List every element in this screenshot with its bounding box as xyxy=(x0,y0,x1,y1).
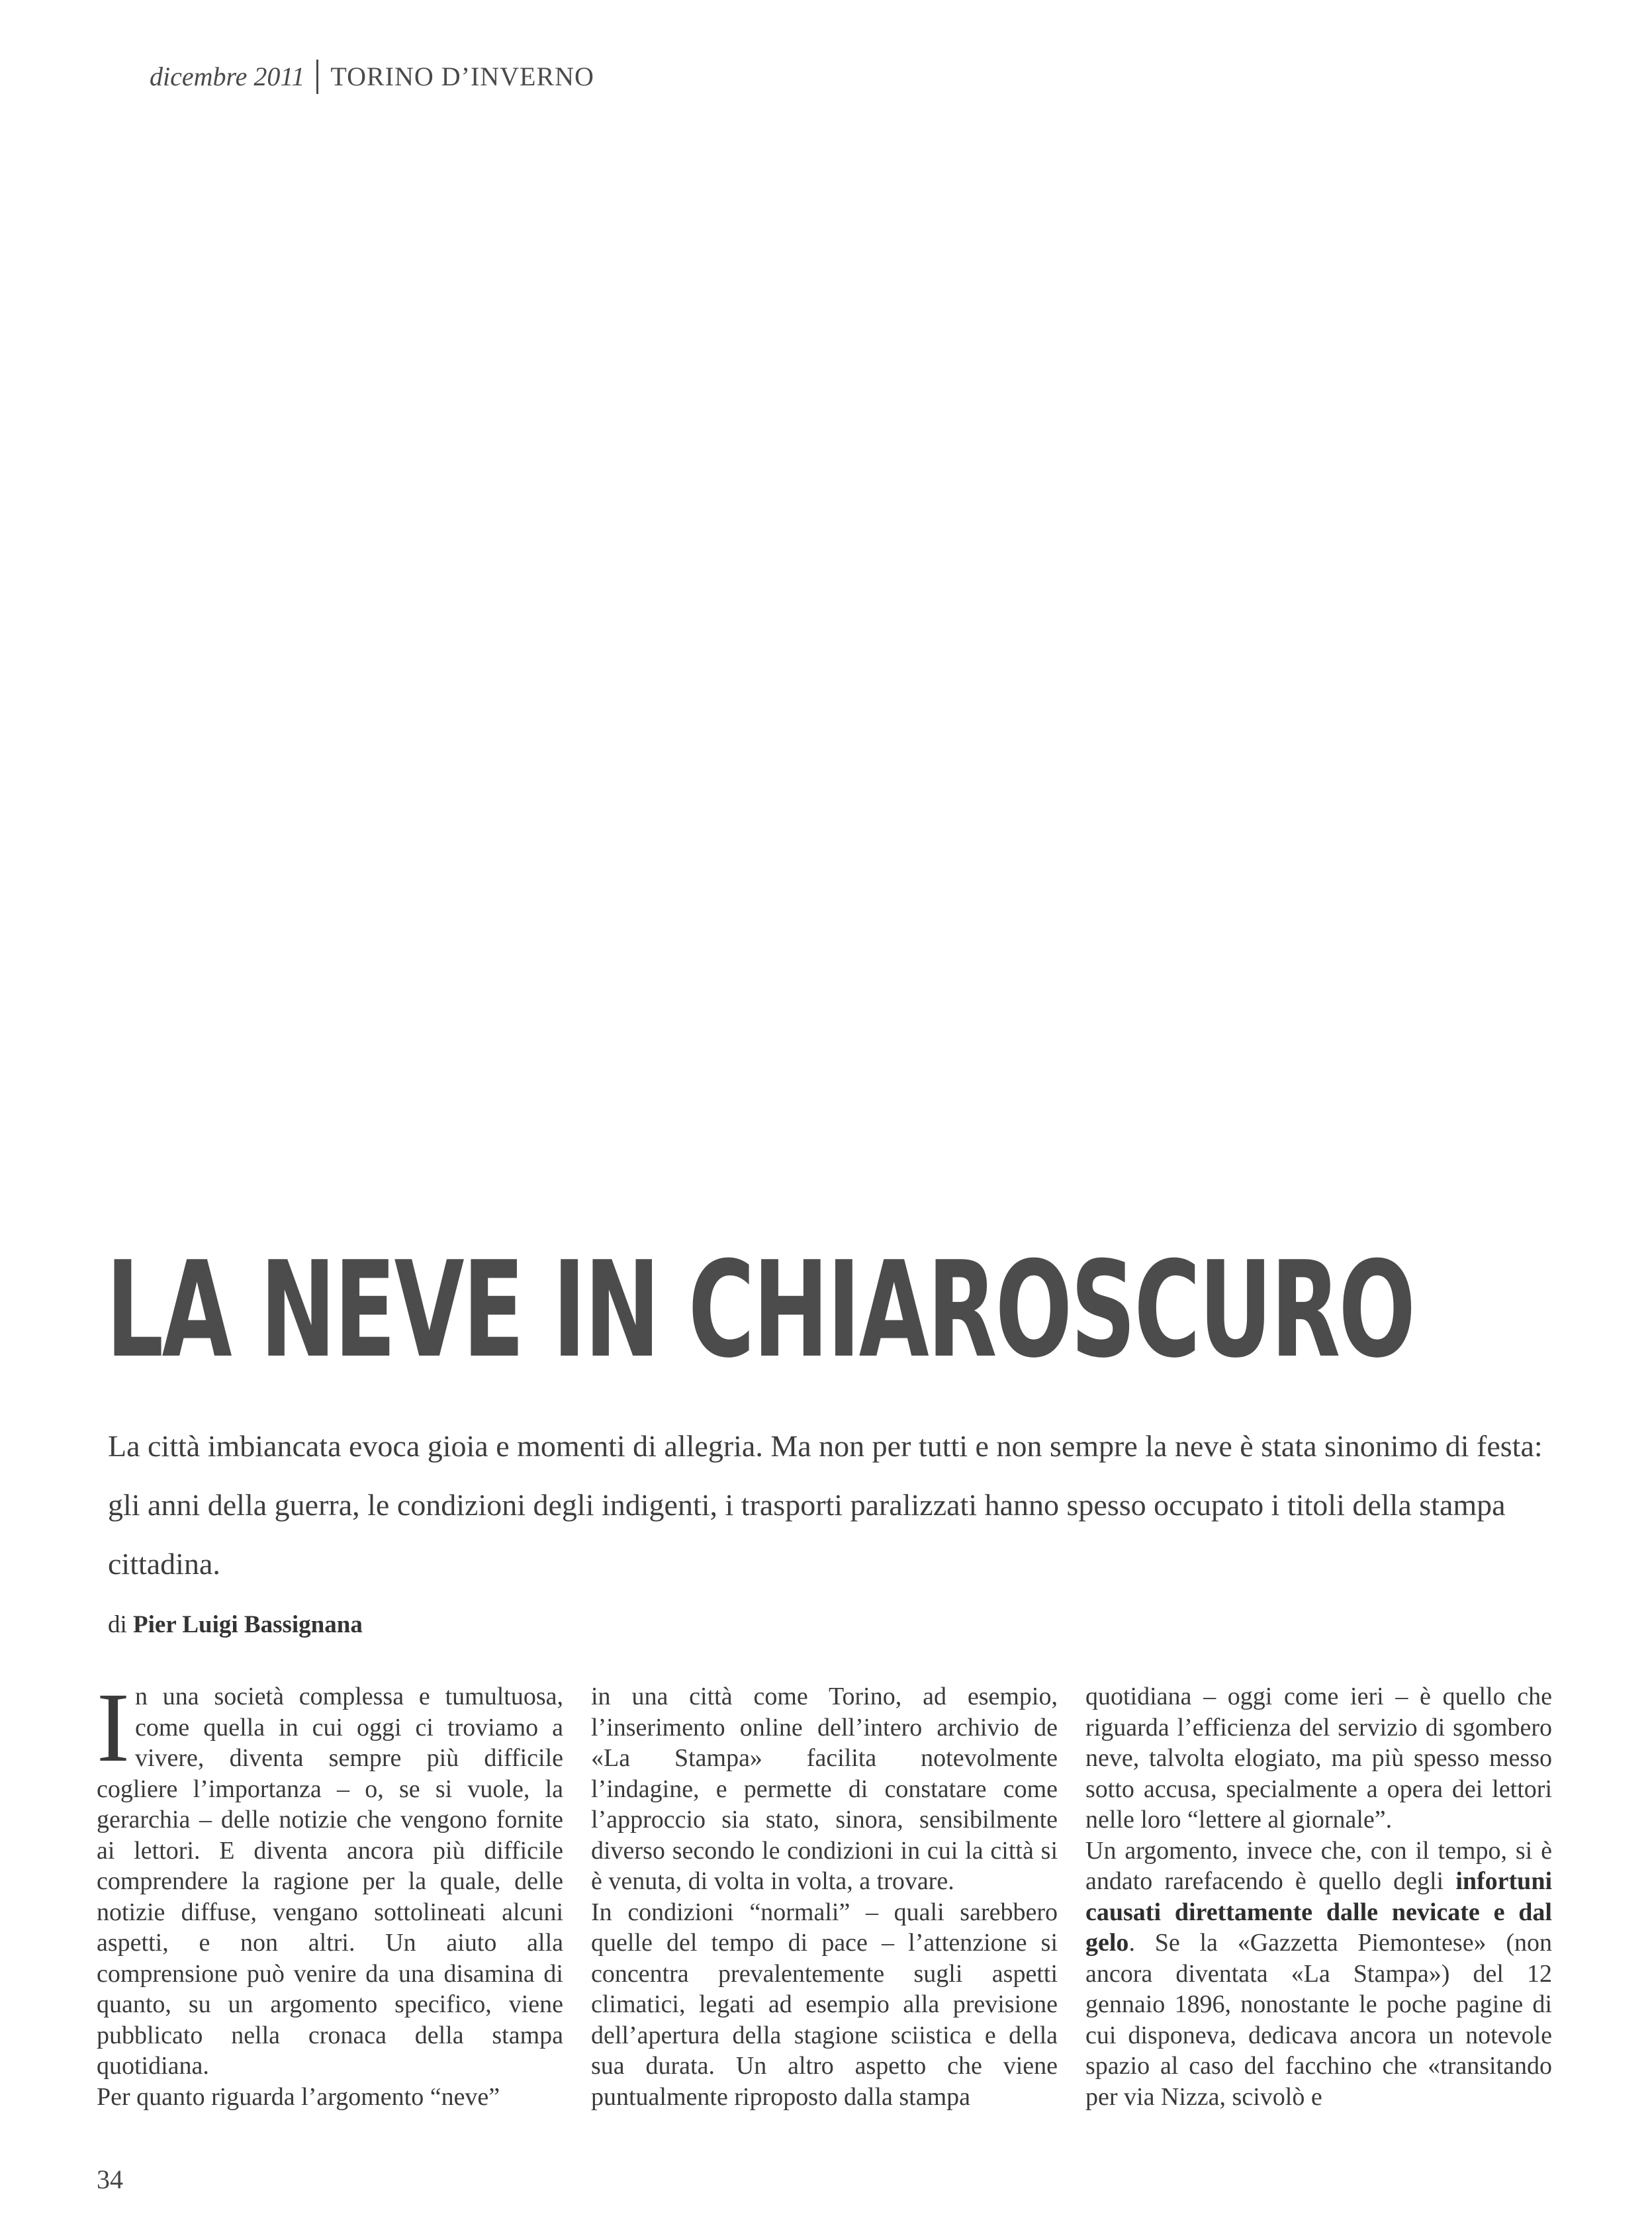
byline xyxy=(108,1608,363,1642)
paragraph xyxy=(1085,1835,1552,2113)
page-number: 34 xyxy=(97,2164,123,2194)
running-header xyxy=(150,57,594,97)
paragraph-text: . Se la «Gazzetta Piemontese» (non ancora diventata «La Stampa») del 12 gennaio 1896, nonostante le poche pagine di cui disponeva, dedicava ancora un notevole spazio al caso del facchino che «transitando per via Nizza, scivolò e xyxy=(1085,1929,1552,2111)
article-lede: La città imbiancata evoca gioia e momenti di allegria. Ma non per tutti e non sempre la neve è stata sinonimo di festa: gli anni della guerra, le condizioni degli indigenti, i trasporti paralizzati hanno spesso occupato i titoli della stampa cittadina. xyxy=(108,1429,1543,1581)
text-column-3 xyxy=(1085,1681,1552,2112)
bold-highlight: infortuni causati direttamente dalle nevicate e dal gelo xyxy=(1085,1867,1553,1957)
paragraph-text: Un argomento, invece che, con il tempo, si è andato rarefacendo è quello degli xyxy=(1085,1836,1552,1895)
text-column-1 xyxy=(97,1673,563,2112)
paragraph: Per quanto riguarda l’argomento “neve” xyxy=(97,2082,500,2111)
byline-prefix: di xyxy=(108,1611,127,1638)
text-column-2 xyxy=(591,1681,1058,2112)
paragraph: in una città come Torino, ad esempio, l’inserimento online dell’intero archivio de «La Stampa» facilita notevolmente l’indagine, e permette di constatare come l’approccio sia stato, sinora, sensibilmente diverso secondo le condizioni in cui la città si è venuta, di volta in volta, a trovare. xyxy=(591,1683,1058,1895)
paragraph xyxy=(97,1673,563,2082)
paragraph-text: n una società complessa e tumultuosa, come quella in cui oggi ci troviamo a vivere, diventa sempre più difficile cogliere l’importanza – o, se si vuole, la gerarchia – delle notizie che vengono fornite ai lettori. E diventa ancora più difficile comprendere la ragione per la quale, delle notizie diffuse, vengano sottolineati alcuni aspetti, e non altri. Un aiuto alla comprensione può venire da una disamina di quanto, su un argomento specifico, viene pubblicato nella cronaca della stampa quotidiana. xyxy=(97,1683,563,2080)
paragraph: In condizioni “normali” – quali sarebbero quelle del tempo di pace – l’attenzione si concentra prevalentemente sugli aspetti climatici, legati ad esempio alla previsione dell’apertura della stagione sciistica e della sua durata. Un altro aspetto che viene puntualmente riproposto dalla stampa xyxy=(591,1898,1058,2111)
section-name: TORINO D’INVERNO xyxy=(330,62,594,91)
header-divider xyxy=(316,60,318,94)
author-name: Pier Luigi Bassignana xyxy=(133,1611,363,1638)
paragraph: quotidiana – oggi come ieri – è quello che riguarda l’efficienza del servizio di sgombero neve, talvolta elogiato, ma più spesso messo sotto accusa, specialmente a opera dei lettori nelle loro “lettere al giornale”. xyxy=(1085,1683,1552,1834)
issue-date: dicembre 2011 xyxy=(150,62,305,91)
article-title: LA NEVE IN CHIAROSCURO xyxy=(106,1233,1414,1387)
drop-cap: I xyxy=(97,1673,130,1783)
